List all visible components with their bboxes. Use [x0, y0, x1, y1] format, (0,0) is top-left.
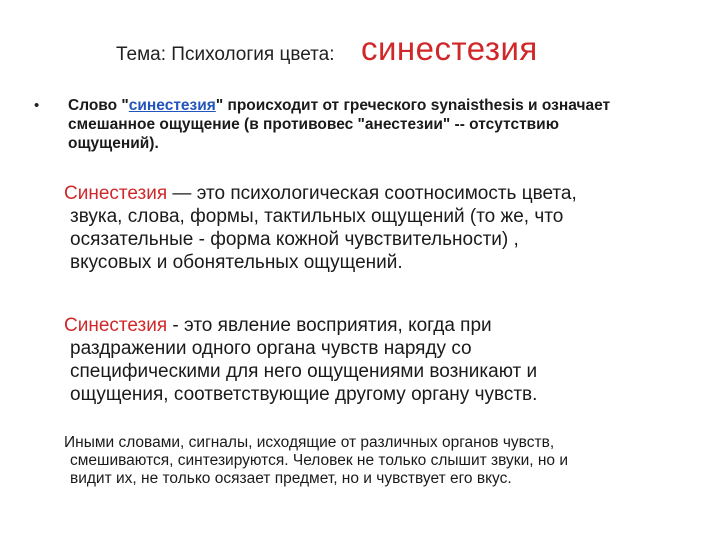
paragraph-line: видит их, не только осязает предмет, но и чувствует его вкус.: [70, 470, 512, 487]
paragraph-line: Иными словами, сигналы, исходящие от различных органов чувств,: [64, 434, 555, 451]
paragraph-line: осязательные - форма кожной чувствительности) ,: [70, 229, 519, 250]
slide-title: [116, 30, 538, 68]
paragraph-line: [64, 182, 704, 205]
bullet-line: смешанное ощущение (в противовес "анестезии" -- отсутствию: [68, 116, 559, 133]
paragraph-line: специфическими для него ощущениями возникают и: [70, 361, 538, 382]
definition-paragraph-1: [64, 182, 704, 274]
paragraph-line: [64, 314, 684, 337]
definition-paragraph-2: [64, 314, 684, 406]
term-synesthesia: Синестезия: [64, 183, 168, 204]
paragraph-line: звука, слова, формы, тактильных ощущений (то же, что: [70, 206, 564, 227]
paragraph-line: смешиваются, синтезируются. Человек не только слышит звуки, но и: [70, 452, 568, 469]
paragraph-line-rest: - это явление восприятия, когда при: [167, 315, 492, 336]
paragraph-line-rest: — это психологическая соотносимость цвета,: [167, 183, 577, 204]
bullet-point: [34, 96, 694, 153]
term-synesthesia: Синестезия: [64, 315, 168, 336]
bullet-line-end: " происходит от греческого synaisthesis и означает: [215, 97, 611, 114]
bullet-text: [68, 96, 694, 153]
bullet-line-start: Слово ": [68, 97, 129, 114]
paragraph-line: раздражении одного органа чувств наряду со: [70, 338, 472, 359]
bullet-line: [68, 96, 694, 115]
title-accent-word: синестезия: [360, 30, 538, 67]
summary-paragraph: [64, 434, 704, 488]
paragraph-line: ощущения, соответствующие другому органу чувств.: [70, 384, 538, 405]
bullet-marker: •: [34, 97, 40, 114]
synesthesia-link[interactable]: синестезия: [128, 97, 216, 114]
title-prefix: Тема: Психология цвета:: [116, 44, 335, 65]
bullet-line: ощущений).: [68, 135, 159, 152]
paragraph-line: вкусовых и обонятельных ощущений.: [70, 252, 403, 273]
